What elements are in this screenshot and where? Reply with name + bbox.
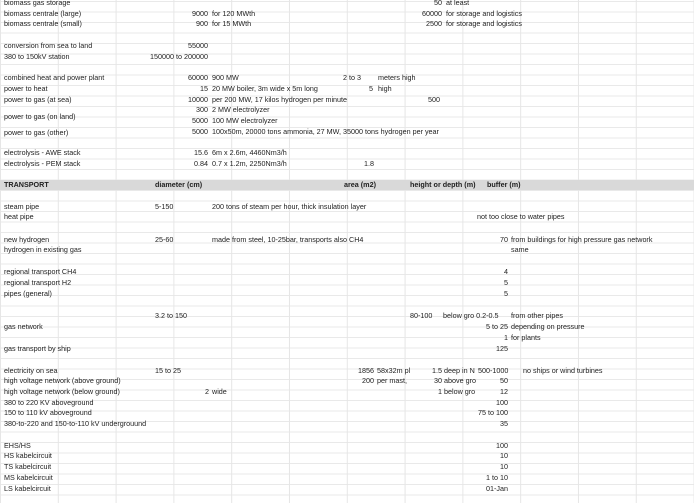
cell-buffer[interactable]: 1 to 10 [486,473,508,482]
cell-note[interactable]: for storage and logistics [446,9,522,18]
cell-label[interactable]: combined heat and power plant [4,73,105,82]
cell-area-note[interactable]: per mast, [377,376,407,385]
cell-spec-number[interactable]: 2 [205,387,209,396]
cell-height-note[interactable]: below gro [444,387,476,396]
cell-buffer[interactable]: 01-Jan [486,484,508,493]
cell-amount[interactable]: 15.6 [194,148,208,157]
cell-height[interactable]: below gro 0.2-0.5 [443,311,499,320]
cell-height[interactable]: 1.5 [432,366,442,375]
cell-area-note[interactable]: 58x32m pl [377,366,411,375]
cell-label[interactable]: power to gas (other) [4,128,69,137]
cell-amount[interactable]: 60000 [188,73,208,82]
cell-label[interactable]: 380 to 220 KV aboveground [4,398,94,407]
cell-spec[interactable]: per 200 MW, 17 kilos hydrogen per minute [212,95,348,104]
cell-label[interactable]: biomass gas storage [4,0,71,7]
cell-buffer[interactable]: 125 [496,344,508,353]
cell-buffer[interactable]: 5 [504,278,508,287]
cell-label[interactable]: 150 to 110 kV aboveground [4,408,92,417]
cell-extra[interactable]: 5 [369,84,373,93]
cell-amount[interactable]: 300 [196,105,208,114]
cell-label[interactable]: gas transport by ship [4,344,71,353]
cell-label[interactable]: regional transport CH4 [4,267,77,276]
cell-label[interactable]: 380 to 150kV station [4,52,70,61]
cell-note[interactable]: depending on pressure [511,322,585,331]
cell-label[interactable]: power to gas (on land) [4,112,76,121]
cell-label[interactable]: steam pipe [4,202,40,211]
cell-buffer[interactable]: 35 [500,419,508,428]
cell-note[interactable]: no ships or wind turbines [523,366,603,375]
cell-label[interactable]: EHS/HS [4,441,31,450]
cell-extra[interactable]: 2 to 3 [343,73,361,82]
cell-extra[interactable]: 1.8 [364,159,374,168]
cell-label[interactable]: conversion from sea to land [4,41,93,50]
column-header-area[interactable]: area (m2) [344,180,376,189]
cell-note[interactable]: not too close to water pipes [477,212,565,221]
cell-label[interactable]: electricity on sea [4,366,58,375]
cell-amount[interactable]: 55000 [188,41,208,50]
column-header-diameter[interactable]: diameter (cm) [155,180,203,189]
cell-amount[interactable]: 15 [200,84,208,93]
cell-label[interactable]: electrolysis - AWE stack [4,148,81,157]
cell-buffer[interactable]: 5 [504,289,508,298]
cell-diameter[interactable]: 3.2 to 150 [155,311,187,320]
cell-spec[interactable]: for 120 MWth [212,9,256,18]
cell-label[interactable]: high voltage network (below ground) [4,387,120,396]
cell-label[interactable]: power to heat [4,84,48,93]
cell-label[interactable]: regional transport H2 [4,278,72,287]
cell-label[interactable]: LS kabelcircuit [4,484,51,493]
cell-label[interactable]: biomass centrale (small) [4,19,82,28]
cell-spec[interactable]: 0.7 x 1.2m, 2250Nm3/h [212,159,287,168]
cell-amount[interactable]: 0.84 [194,159,208,168]
cell-height-note[interactable]: above gro [444,376,476,385]
cell-amount[interactable]: 10000 [188,95,208,104]
cell-spec[interactable]: for 15 MWth [212,19,252,28]
cell-area[interactable]: 1856 [358,366,374,375]
cell-amount[interactable]: 900 [196,19,208,28]
cell-extra[interactable]: high [378,84,392,93]
cell-note[interactable]: from buildings for high pressure gas network [511,235,653,244]
cell-label[interactable]: power to gas (at sea) [4,95,72,104]
cell-label[interactable]: gas network [4,322,43,331]
cell-capacity[interactable]: 500 [428,95,440,104]
cell-spec[interactable]: 200 tons of steam per hour, thick insulation layer [212,202,367,211]
cell-spec[interactable]: wide [212,387,227,396]
cell-amount[interactable]: 5000 [192,127,208,136]
cell-label[interactable]: new hydrogen [4,235,50,244]
cell-buffer[interactable]: 70 [500,235,508,244]
cell-spec[interactable]: 100x50m, 20000 tons ammonia, 27 MW, 35000 tons hydrogen per year [212,127,439,136]
cell-capacity[interactable]: 2500 [426,19,442,28]
cell-label[interactable]: high voltage network (above ground) [4,376,121,385]
cell-buffer[interactable]: 10 [500,462,508,471]
cell-diameter[interactable]: 15 to 25 [155,366,181,375]
cell-amount[interactable]: 5000 [192,116,208,125]
cell-buffer[interactable]: 100 [496,398,508,407]
cell-note[interactable]: for plants [511,333,541,342]
cell-buffer[interactable]: 5 to 25 [486,322,508,331]
cell-buffer[interactable]: 500-1000 [478,366,509,375]
cell-height[interactable]: 1 [438,387,442,396]
cell-spec[interactable]: 900 MW [212,73,239,82]
cell-buffer[interactable]: 100 [496,441,508,450]
cell-buffer[interactable]: 75 to 100 [478,408,508,417]
cell-note[interactable]: for storage and logistics [446,19,522,28]
cell-buffer[interactable]: 50 [500,376,508,385]
cell-amount[interactable]: 150000 to 200000 [150,52,208,61]
cell-label[interactable]: TS kabelcircuit [4,462,52,471]
cell-extra[interactable]: meters high [378,73,416,82]
cell-label[interactable]: heat pipe [4,212,34,221]
cell-height-note[interactable]: deep in N [444,366,475,375]
cell-diameter[interactable]: 5-150 [155,202,174,211]
cell-label[interactable]: HS kabelcircuit [4,451,52,460]
cell-buffer[interactable]: 10 [500,451,508,460]
cell-value[interactable]: 50 [434,0,442,7]
cell-capacity[interactable]: 60000 [422,9,442,18]
cell-spec[interactable]: 20 MW boiler, 3m wide x 5m long [212,84,318,93]
cell-diameter[interactable]: 25-60 [155,235,174,244]
column-header-buffer[interactable]: buffer (m) [487,180,521,189]
cell-label[interactable]: 380-to-220 and 150-to-110 kV undergrouund [4,419,147,428]
cell-spec[interactable]: 6m x 2.6m, 4460Nm3/h [212,148,287,157]
transport-title[interactable]: TRANSPORT [4,180,49,189]
cell-label[interactable]: electrolysis - PEM stack [4,159,81,168]
cell-spec[interactable]: made from steel, 10-25bar, transports also CH4 [212,235,364,244]
cell-note[interactable]: from other pipes [511,311,563,320]
cell-area[interactable]: 80-100 [410,311,433,320]
cell-area[interactable]: 200 [362,376,374,385]
cell-label[interactable]: biomass centrale (large) [4,9,82,18]
cell-label[interactable]: MS kabelcircuit [4,473,53,482]
column-header-height[interactable]: height or depth (m) [410,180,476,189]
cell-buffer[interactable]: 12 [500,387,508,396]
cell-buffer[interactable]: 1 [504,333,508,342]
cell-label[interactable]: hydrogen in existing gas [4,245,82,254]
cell-spec[interactable]: 100 MW electrolyzer [212,116,278,125]
cell-buffer[interactable]: 4 [504,267,508,276]
cell-height[interactable]: 30 [434,376,442,385]
cell-note[interactable]: at least [446,0,470,7]
cell-spec[interactable]: 2 MW electrolyzer [212,105,270,114]
cell-label[interactable]: pipes (general) [4,289,52,298]
cell-note[interactable]: same [511,245,529,254]
cell-amount[interactable]: 9000 [192,9,208,18]
